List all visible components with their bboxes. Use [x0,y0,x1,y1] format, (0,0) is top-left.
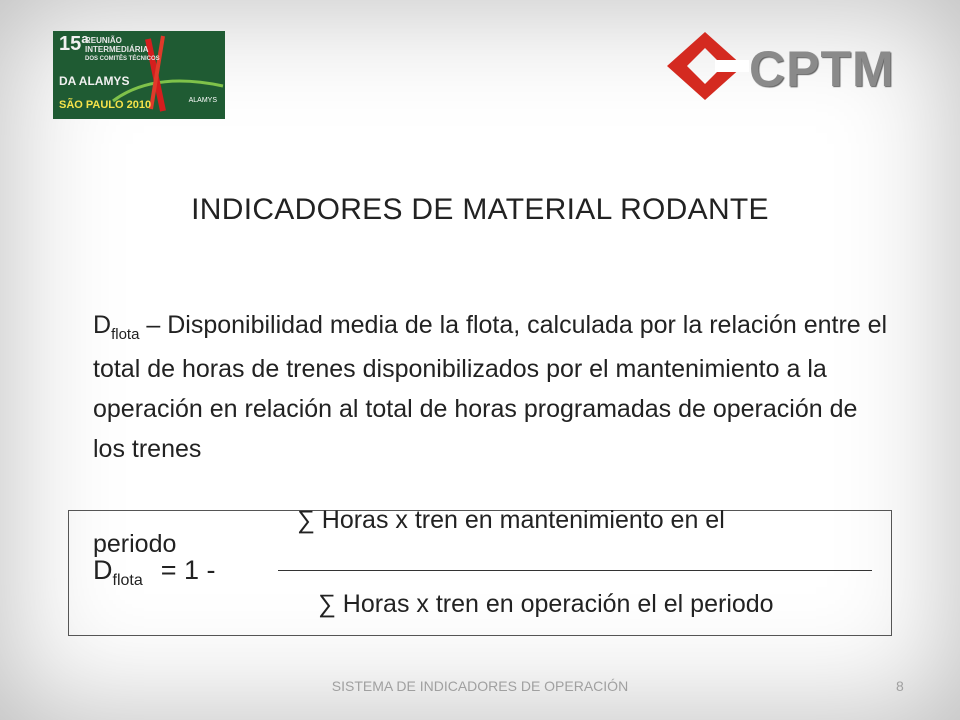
formula-numerator-continuation: periodo [93,530,177,558]
formula-numerator: ∑ Horas x tren en mantenimiento en el [297,506,725,534]
event-line-2: INTERMEDIÁRIA [85,45,149,54]
para-text: – Disponibilidad media de la flota, calculada por la relación entre el total de horas de trenes disponibilizados por el mantenimiento a la operación en relación al total de horas programadas de operación de los trenes [93,311,888,463]
formula-lhs [93,555,216,589]
footer-text: SISTEMA DE INDICADORES DE OPERACIÓN [331,678,629,694]
formula-equals: = 1 - [160,555,216,585]
slide-title: INDICADORES DE MATERIAL RODANTE [191,193,769,226]
event-logo [53,31,225,119]
event-line-3: DOS COMITÊS TÉCNICOS [85,56,160,62]
event-number: 15ª [59,33,89,55]
event-brand: ALAMYS [188,97,217,104]
fraction-line [278,570,872,571]
event-line-1: REUNIÃO [85,36,122,45]
formula-lhs-subscript: flota [112,572,143,589]
event-city: SÃO PAULO 2010 [59,99,152,111]
slide-number: 8 [896,678,904,694]
para-symbol: D [93,311,112,339]
cptm-mark-icon [665,30,749,102]
para-subscript: flota [111,326,140,343]
definition-paragraph [93,305,893,469]
cptm-wordmark: CPTM [749,41,895,97]
formula-denominator: ∑ Horas x tren en operación el el periodo [318,590,774,618]
event-line-4: DA ALAMYS [59,74,130,88]
formula-lhs-symbol: D [93,555,113,585]
cptm-logo [665,30,905,102]
